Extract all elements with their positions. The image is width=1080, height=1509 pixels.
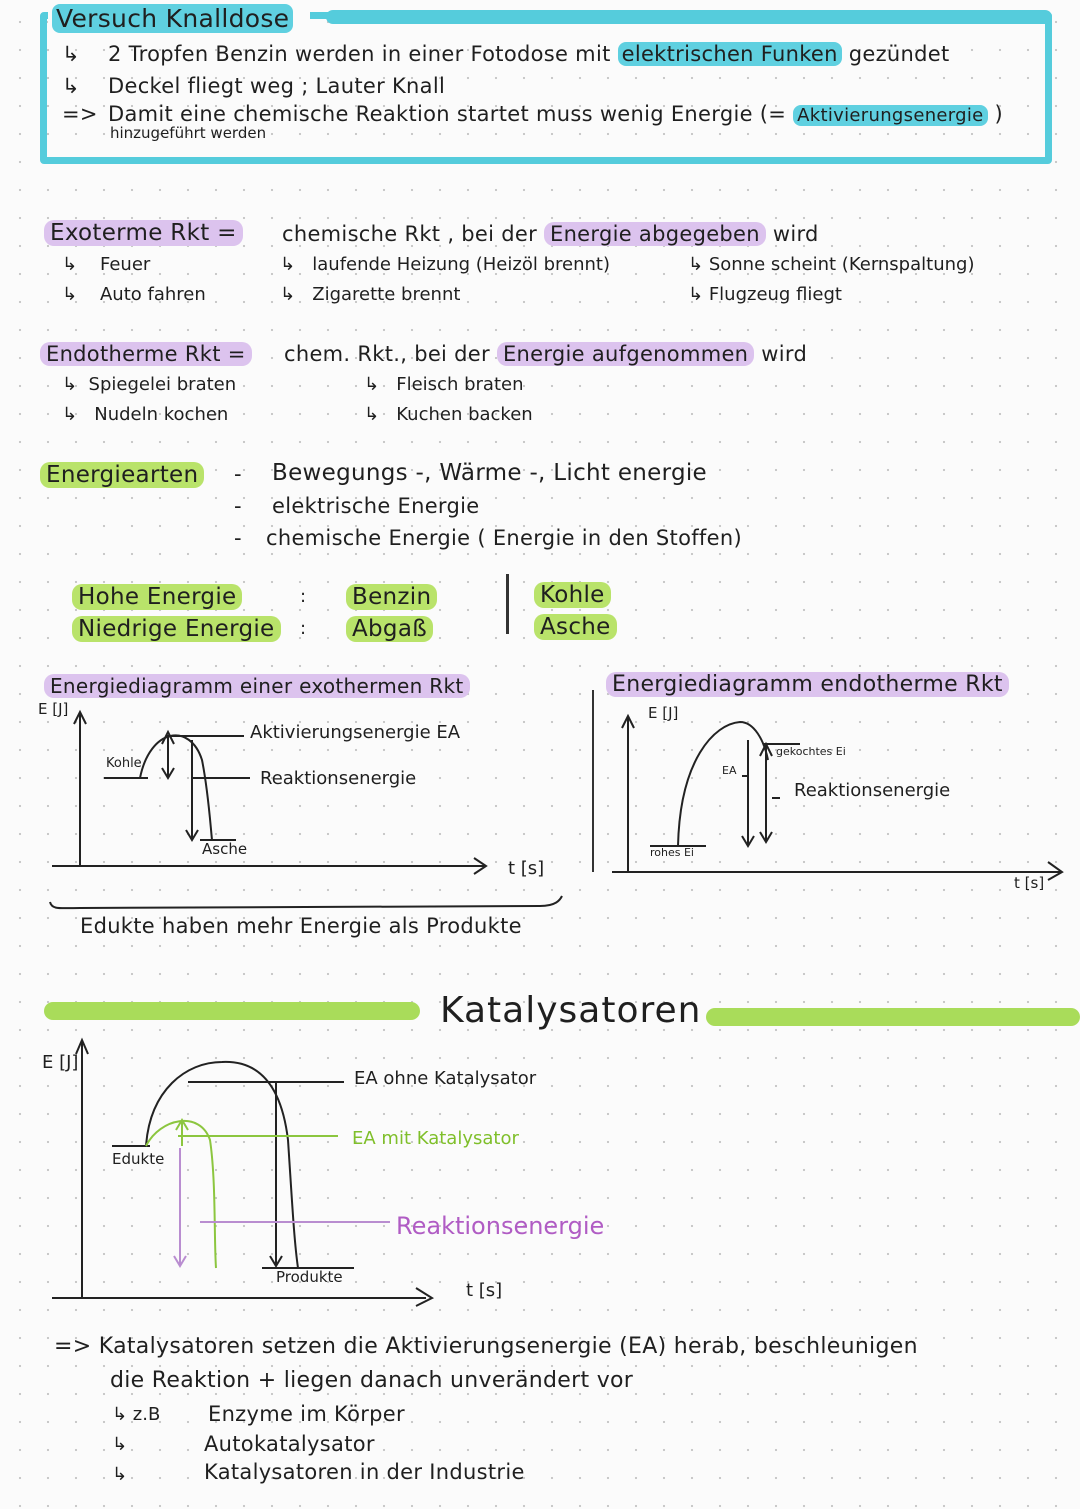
header-line-3: Damit eine chemische Reaktion startet muss wenig Energie (= Aktivierungsenergie ): [108, 102, 1004, 126]
energy-dash-1: -: [234, 462, 242, 486]
catalyst-ex-bullet-2: ↳: [112, 1434, 128, 1455]
catalyst-ex-bullet-3: ↳: [112, 1464, 128, 1485]
colon-1: :: [300, 586, 307, 607]
header-bullet-2: ↳: [62, 74, 80, 98]
header-line-3-sub: hinzugeführt werden: [110, 124, 267, 142]
energy-type-3: chemische Energie ( Energie in den Stoffen): [266, 526, 742, 550]
exo-ex-2: ↳ Auto fahren: [62, 284, 206, 305]
endo-ex-2: ↳ Nudeln kochen: [62, 404, 229, 425]
catalyst-conclusion-1: => Katalysatoren setzen die Aktivierungsenergie (EA) herab, beschleunigen: [54, 1334, 918, 1359]
endo-re-label: Reaktionsenergie: [794, 780, 951, 801]
endo-diagram-title: Energiediagramm endotherme Rkt: [606, 672, 1009, 697]
endo-ex-4: ↳ Kuchen backen: [364, 404, 533, 425]
energy-dash-3: -: [234, 526, 242, 550]
catalyst-ex-1: Enzyme im Körper: [208, 1402, 405, 1426]
exo-x-label: t [s]: [508, 858, 545, 879]
low-energy-label: Niedrige Energie: [72, 616, 281, 642]
endo-ea-label: EA: [722, 764, 737, 777]
endo-ex-3: ↳ Fleisch braten: [364, 374, 524, 395]
catalyst-ex-2: Autokatalysator: [204, 1432, 375, 1456]
exo-diagram-y-label: E [J]: [38, 700, 69, 718]
low-col2: Asche: [534, 614, 617, 640]
endo-x-label: t [s]: [1014, 874, 1045, 892]
experiment-title: Versuch Knalldose: [52, 4, 293, 33]
catalyst-y-label: E [J]: [42, 1052, 79, 1073]
catalyst-ex-3: Katalysatoren in der Industrie: [204, 1460, 525, 1484]
catalyst-bar-right: [706, 1008, 1080, 1026]
endo-start-label: rohes Ei: [650, 846, 694, 859]
header-line-1: 2 Tropfen Benzin werden in einer Fotodose mit elektrischen Funken gezündet: [108, 42, 950, 66]
energy-type-1: Bewegungs -, Wärme -, Licht energie: [272, 460, 707, 486]
energy-type-2: elektrische Energie: [272, 494, 480, 518]
catalyst-x-label: t [s]: [466, 1280, 503, 1301]
energy-dash-2: -: [234, 494, 242, 518]
exo-end-label: Asche: [202, 840, 248, 858]
summary-text: Edukte haben mehr Energie als Produkte: [80, 914, 522, 938]
header-bullet-1: ↳: [62, 42, 80, 66]
low-col1: Abgaß: [346, 616, 433, 642]
exo-re-label: Reaktionsenergie: [260, 768, 417, 789]
endo-diagram-y-label: E [J]: [648, 704, 679, 722]
catalyst-re-label: Reaktionsenergie: [396, 1212, 605, 1240]
exo-start-label: Kohle: [106, 756, 142, 771]
exo-ex-3: ↳ laufende Heizung (Heizöl brennt): [280, 254, 610, 275]
energy-types-label: Energiearten: [40, 462, 204, 488]
exo-label: Exoterme Rkt =: [44, 220, 243, 246]
exo-ex-1: ↳ Feuer: [62, 254, 151, 275]
endo-end-label: gekochtes Ei: [776, 745, 846, 758]
endo-label: Endotherme Rkt =: [40, 342, 252, 366]
exo-ex-6: ↳ Flugzeug fliegt: [688, 284, 842, 305]
catalyst-without-label: EA ohne Katalysator: [354, 1068, 537, 1089]
exo-ex-4: ↳ Zigarette brennt: [280, 284, 461, 305]
catalyst-end-label: Produkte: [276, 1268, 343, 1286]
catalyst-start-label: Edukte: [112, 1150, 165, 1168]
title-bar: [326, 10, 1052, 24]
catalyst-bar-left: [44, 1002, 420, 1020]
levels-divider: [506, 574, 509, 634]
catalyst-with-label: EA mit Katalysator: [352, 1128, 519, 1149]
colon-2: :: [300, 618, 307, 639]
high-col2: Kohle: [534, 582, 611, 608]
catalyst-conclusion-2: die Reaktion + liegen danach unverändert vor: [110, 1368, 634, 1393]
exo-definition: chemische Rkt , bei der Energie abgegeben wird: [282, 222, 819, 246]
exo-ex-5: ↳ Sonne scheint (Kernspaltung): [688, 254, 975, 275]
endo-definition: chem. Rkt., bei der Energie aufgenommen wird: [284, 342, 808, 366]
catalyst-ex-bullet-1: ↳ z.B: [112, 1404, 161, 1425]
high-col1: Benzin: [346, 584, 437, 610]
diagram-divider: [592, 690, 594, 872]
high-energy-label: Hohe Energie: [72, 584, 242, 610]
endo-ex-1: ↳ Spiegelei braten: [62, 374, 237, 395]
exo-ea-label: Aktivierungsenergie EA: [250, 722, 461, 743]
header-line-2: Deckel fliegt weg ; Lauter Knall: [108, 74, 446, 98]
exo-diagram-title: Energiediagramm einer exothermen Rkt: [44, 674, 470, 698]
header-bullet-3: =>: [62, 102, 98, 126]
catalyst-heading: Katalysatoren: [440, 990, 702, 1031]
